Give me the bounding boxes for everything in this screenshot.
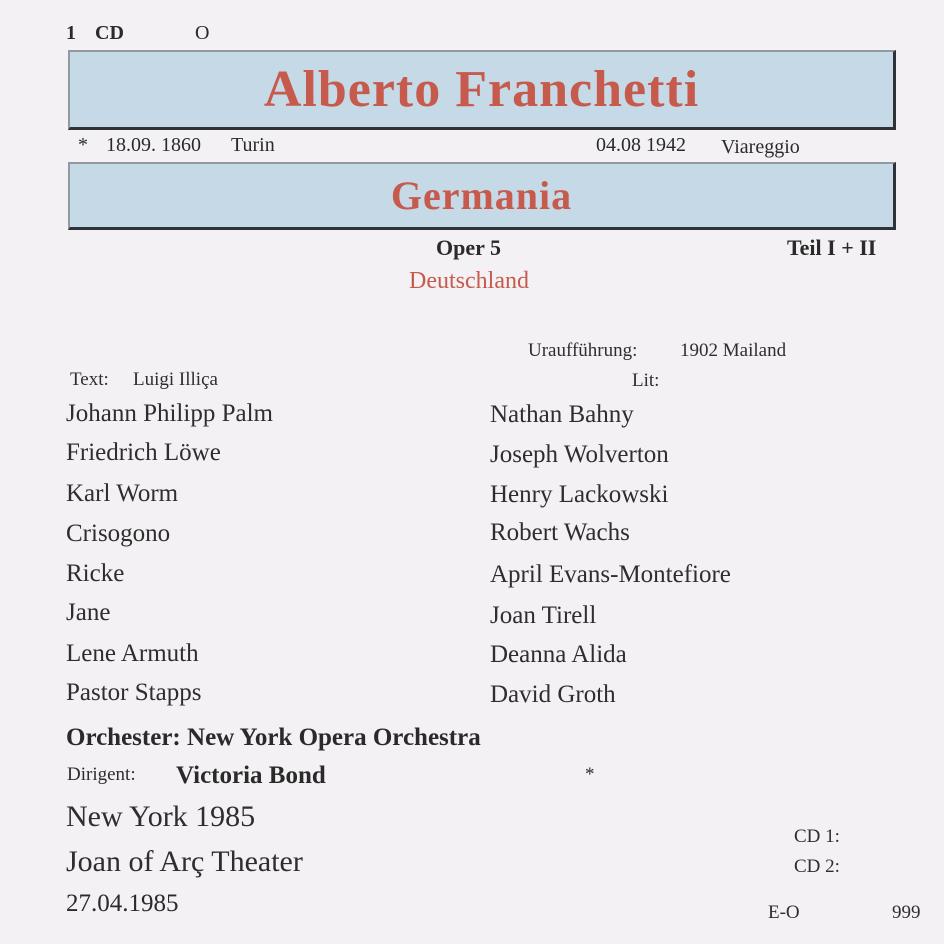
cast-role: Pastor Stapps [66,679,202,706]
conductor-name: Victoria Bond [176,762,326,789]
cast-role: Crisogono [66,520,171,547]
header-marker: O [195,22,210,44]
cast-singer: Robert Wachs [490,519,630,546]
recording-venue: Joan of Arç Theater [66,845,303,878]
cast-singer: David Groth [490,681,616,708]
text-label: Text: [70,369,109,390]
premiere-label: Uraufführung: [528,340,638,361]
conductor-star: * [585,764,595,785]
opera-setting: Deutschland [409,268,529,294]
cast-role: Johann Philipp Palm [66,400,273,427]
catalog-number: 999 [892,902,921,923]
lit-label: Lit: [632,370,660,391]
birth-date: 18.09. 1860 [106,134,201,156]
cast-singer: Joseph Wolverton [490,441,669,468]
conductor-label: Dirigent: [67,764,136,785]
cast-singer: Joan Tirell [490,602,597,629]
composer-name: Alberto Franchetti [263,61,700,118]
catalog-label: E-O [768,902,800,923]
death-place: Viareggio [721,136,800,158]
text-author: Luigi Illiça [133,369,218,390]
cast-singer: Henry Lackowski [490,481,669,508]
cast-singer: Deanna Alida [490,641,627,668]
cd2-label: CD 2: [794,856,840,877]
recording-location-year: New York 1985 [66,800,256,833]
premiere-value: 1902 Mailand [680,340,787,361]
cast-singer: April Evans-Montefiore [490,561,731,588]
opera-title: Germania [390,173,573,218]
opera-parts: Teil I + II [787,235,877,260]
opera-banner [68,162,896,230]
cast-role: Lene Armuth [66,640,199,667]
cast-role: Friedrich Löwe [66,439,221,466]
cd1-label: CD 1: [794,826,840,847]
opus-number: Oper 5 [436,235,501,260]
cd-label: CD [95,22,124,44]
birth-star: * [78,134,88,156]
cast-role: Jane [66,599,111,626]
cast-role: Ricke [66,560,125,587]
death-date: 04.08 1942 [596,134,686,156]
cast-singer: Nathan Bahny [490,401,634,428]
recording-date: 27.04.1985 [66,890,179,917]
orchestra-line: Orchester: New York Opera Orchestra [66,724,481,751]
composer-banner [68,50,896,130]
cd-count: 1 [66,22,76,44]
birth-place: Turin [231,134,275,156]
cast-role: Karl Worm [66,480,179,507]
